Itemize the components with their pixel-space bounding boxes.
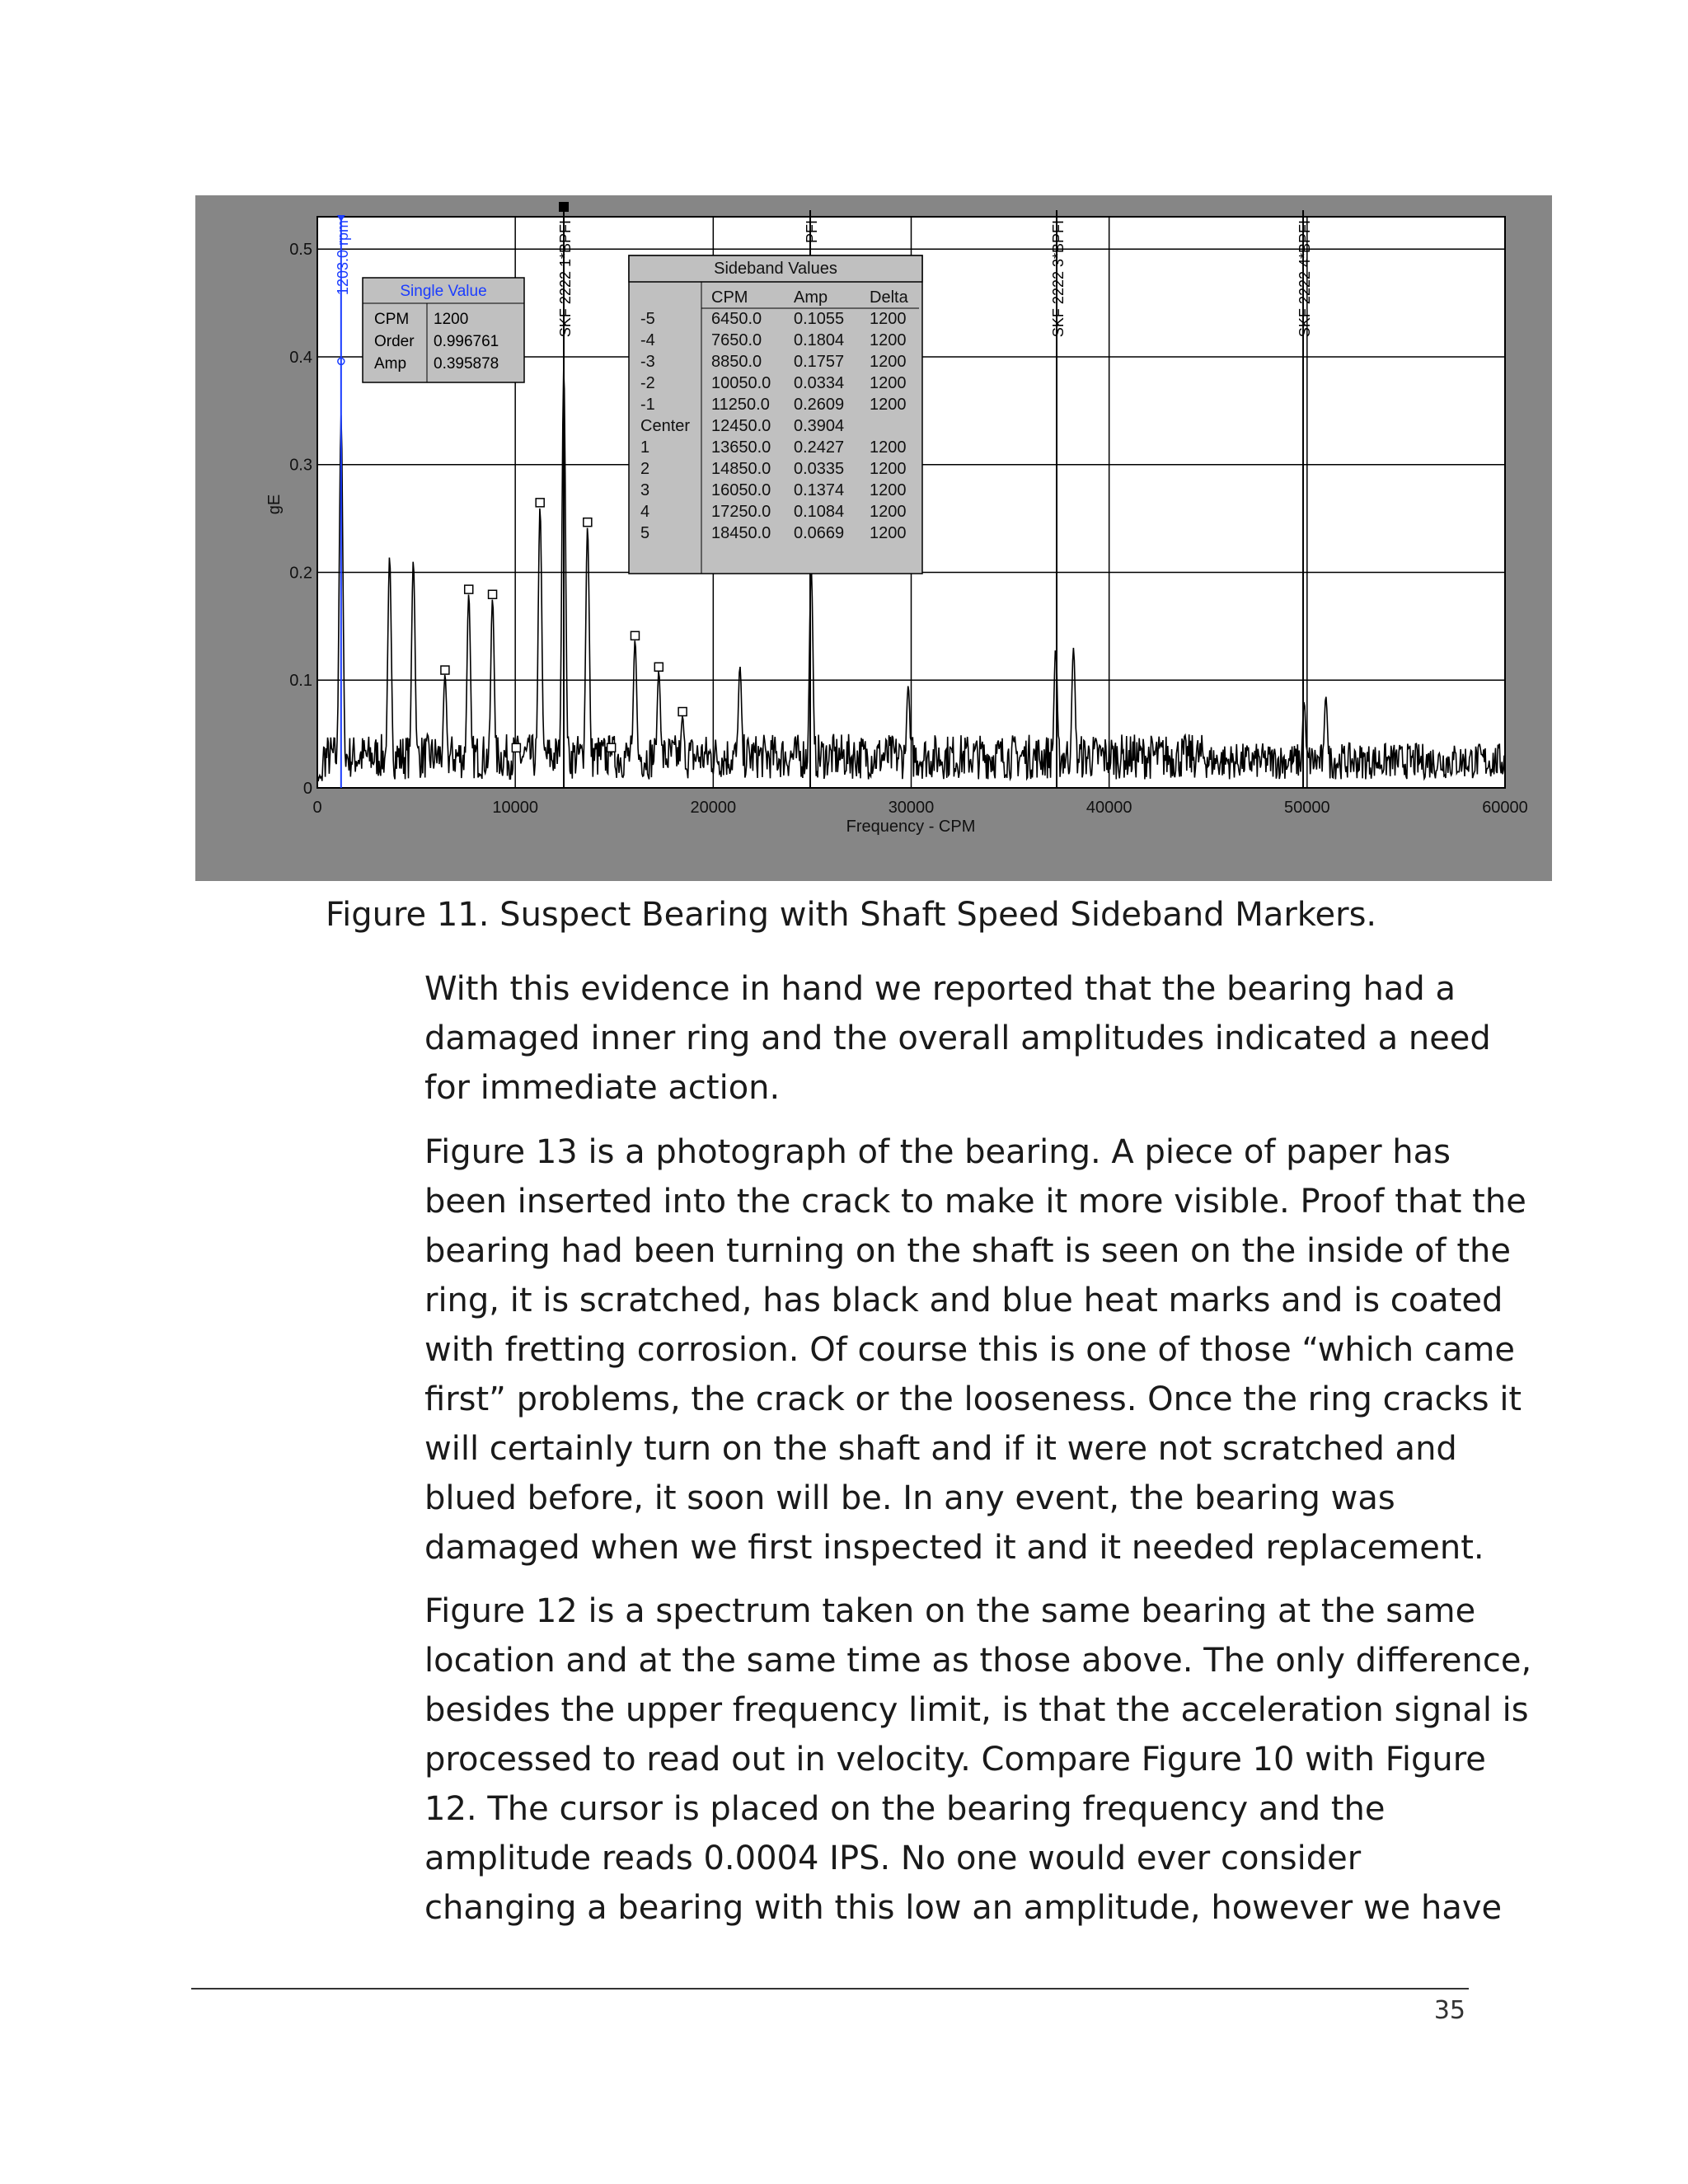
sideband-amp: 0.2609	[794, 396, 845, 414]
text-line: bearing had been turning on the shaft is seen on the inside of the	[424, 1232, 1511, 1270]
x-tick-label: 0	[312, 799, 322, 817]
sideband-cpm: 7650.0	[711, 331, 762, 349]
sideband-amp: 0.0669	[794, 524, 845, 542]
y-tick-label: 0.4	[289, 348, 312, 367]
sideband-amp: 0.0334	[794, 374, 845, 392]
sideband-index: -4	[640, 331, 655, 349]
paragraph-3	[424, 1586, 1532, 1933]
sideband-header: Delta	[870, 288, 908, 307]
x-tick-label: 30000	[888, 799, 935, 817]
y-tick-label: 0.5	[289, 241, 312, 260]
sideband-delta: 1200	[870, 481, 907, 499]
sideband-marker	[584, 518, 592, 527]
sideband-cpm: 16050.0	[711, 481, 771, 499]
text-line: first” problems, the crack or the looseness. Once the ring cracks it	[424, 1380, 1522, 1418]
sideband-delta: 1200	[870, 374, 907, 392]
text-line: Figure 12 is a spectrum taken on the same bearing at the same	[424, 1592, 1476, 1630]
text-line: ring, it is scratched, has black and blue heat marks and is coated	[424, 1282, 1503, 1319]
sideband-cpm: 11250.0	[711, 396, 770, 414]
x-axis-label: Frequency - CPM	[846, 818, 976, 836]
sideband-delta: 1200	[870, 331, 907, 349]
y-tick-label: 0.2	[289, 564, 312, 583]
marker-handle	[559, 202, 569, 212]
page-number: 35	[1433, 1996, 1465, 2025]
text-line: processed to read out in velocity. Compare Figure 10 with Figure	[424, 1741, 1486, 1779]
fault-marker-label: PFI	[804, 220, 821, 244]
footer-rule	[191, 1988, 1469, 1990]
sideband-marker	[654, 663, 663, 671]
sideband-marker	[465, 585, 473, 593]
sideband-cpm: 8850.0	[711, 353, 762, 371]
sideband-delta: 1200	[870, 396, 907, 414]
text-line: blued before, it soon will be. In any event, the bearing was	[424, 1479, 1395, 1517]
single-value-title: Single Value	[400, 283, 487, 300]
sideband-index: 2	[640, 460, 650, 478]
sideband-amp: 0.1374	[794, 481, 845, 499]
sideband-marker	[678, 708, 687, 716]
text-line: will certainly turn on the shaft and if it were not scratched and	[424, 1430, 1457, 1468]
x-tick-label: 20000	[690, 799, 737, 817]
x-tick-label: 40000	[1085, 799, 1132, 817]
fault-marker-label: SKF 2222 4*BPFI	[1296, 220, 1314, 338]
sideband-amp: 0.0335	[794, 460, 845, 478]
sideband-cpm: 14850.0	[711, 460, 771, 478]
sideband-delta: 1200	[870, 524, 907, 542]
sideband-index: -1	[640, 396, 655, 414]
text-line: With this evidence in hand we reported that the bearing had a	[424, 970, 1456, 1008]
sideband-cpm: 17250.0	[711, 503, 771, 521]
sideband-marker	[631, 631, 639, 640]
sideband-index: Center	[640, 417, 691, 435]
cursor-label: 1203.0 rpm	[334, 220, 351, 296]
sideband-index: 5	[640, 524, 650, 542]
text-line: 12. The cursor is placed on the bearing frequency and the	[424, 1790, 1386, 1828]
sideband-index: 3	[640, 481, 650, 499]
x-tick-label: 60000	[1482, 799, 1528, 817]
fault-marker-label: SKF 2222 3*BPFI	[1050, 220, 1067, 338]
sideband-amp: 0.1804	[794, 331, 845, 349]
text-line: changing a bearing with this low an amplitude, however we have	[424, 1889, 1503, 1927]
sideband-cpm: 13650.0	[711, 438, 771, 457]
sideband-index: -3	[640, 353, 655, 371]
paragraph-1	[424, 964, 1521, 1113]
sideband-index: 1	[640, 438, 650, 457]
text-line: been inserted into the crack to make it more visible. Proof that the	[424, 1183, 1526, 1221]
sideband-delta: 1200	[870, 460, 907, 478]
text-line: damaged when we first inspected it and it needed replacement.	[424, 1529, 1484, 1567]
sideband-values-table	[629, 255, 922, 574]
sideband-index: -2	[640, 374, 655, 392]
spectrum-chart	[195, 195, 1552, 881]
sideband-marker	[536, 499, 544, 507]
sideband-header: CPM	[711, 288, 748, 307]
x-tick-label: 10000	[492, 799, 538, 817]
figure-caption: Figure 11. Suspect Bearing with Shaft Speed Sideband Markers.	[326, 896, 1377, 934]
y-axis-label: gE	[265, 494, 284, 515]
sideband-delta: 1200	[870, 503, 907, 521]
sideband-title: Sideband Values	[714, 260, 837, 278]
sideband-cpm: 6450.0	[711, 310, 762, 328]
text-line: amplitude reads 0.0004 IPS. No one would ever consider	[424, 1840, 1362, 1877]
sideband-header: Amp	[794, 288, 828, 307]
single-value-label: Order	[374, 333, 415, 350]
sideband-index: 4	[640, 503, 650, 521]
sideband-cpm: 10050.0	[711, 374, 771, 392]
paragraph-2	[424, 1127, 1526, 1572]
sideband-delta: 1200	[870, 438, 907, 457]
text-line: with fretting corrosion. Of course this is one of those “which came	[424, 1331, 1516, 1369]
y-tick-label: 0.3	[289, 456, 312, 475]
sideband-marker	[607, 743, 616, 752]
text-line: besides the upper frequency limit, is that the acceleration signal is	[424, 1691, 1529, 1729]
text-line: damaged inner ring and the overall amplitudes indicated a need	[424, 1019, 1491, 1057]
sideband-amp: 0.2427	[794, 438, 845, 457]
sideband-amp: 0.1084	[794, 503, 845, 521]
text-line: for immediate action.	[424, 1069, 781, 1107]
single-value-table	[363, 278, 524, 382]
sideband-amp: 0.1757	[794, 353, 845, 371]
single-value-value: 0.395878	[434, 355, 499, 373]
single-value-value: 0.996761	[434, 333, 499, 350]
sideband-amp: 0.1055	[794, 310, 845, 328]
y-tick-label: 0	[302, 780, 312, 798]
sideband-cpm: 12450.0	[711, 417, 771, 435]
single-value-value: 1200	[434, 311, 469, 328]
sideband-marker	[489, 590, 497, 598]
fault-marker-label: SKF 2222 1*BPFI	[557, 220, 574, 338]
single-value-label: Amp	[374, 355, 407, 373]
text-line: Figure 13 is a photograph of the bearing. A piece of paper has	[424, 1133, 1451, 1171]
sideband-index: -5	[640, 310, 655, 328]
sideband-delta: 1200	[870, 353, 907, 371]
text-line: location and at the same time as those above. The only difference,	[424, 1642, 1532, 1680]
x-tick-label: 50000	[1284, 799, 1330, 817]
single-value-label: CPM	[374, 311, 410, 328]
spectrum-figure	[195, 195, 1552, 881]
sideband-amp: 0.3904	[794, 417, 845, 435]
sideband-marker	[512, 743, 520, 752]
sideband-delta: 1200	[870, 310, 907, 328]
sideband-marker	[441, 666, 449, 674]
y-tick-label: 0.1	[289, 672, 312, 691]
sideband-cpm: 18450.0	[711, 524, 771, 542]
